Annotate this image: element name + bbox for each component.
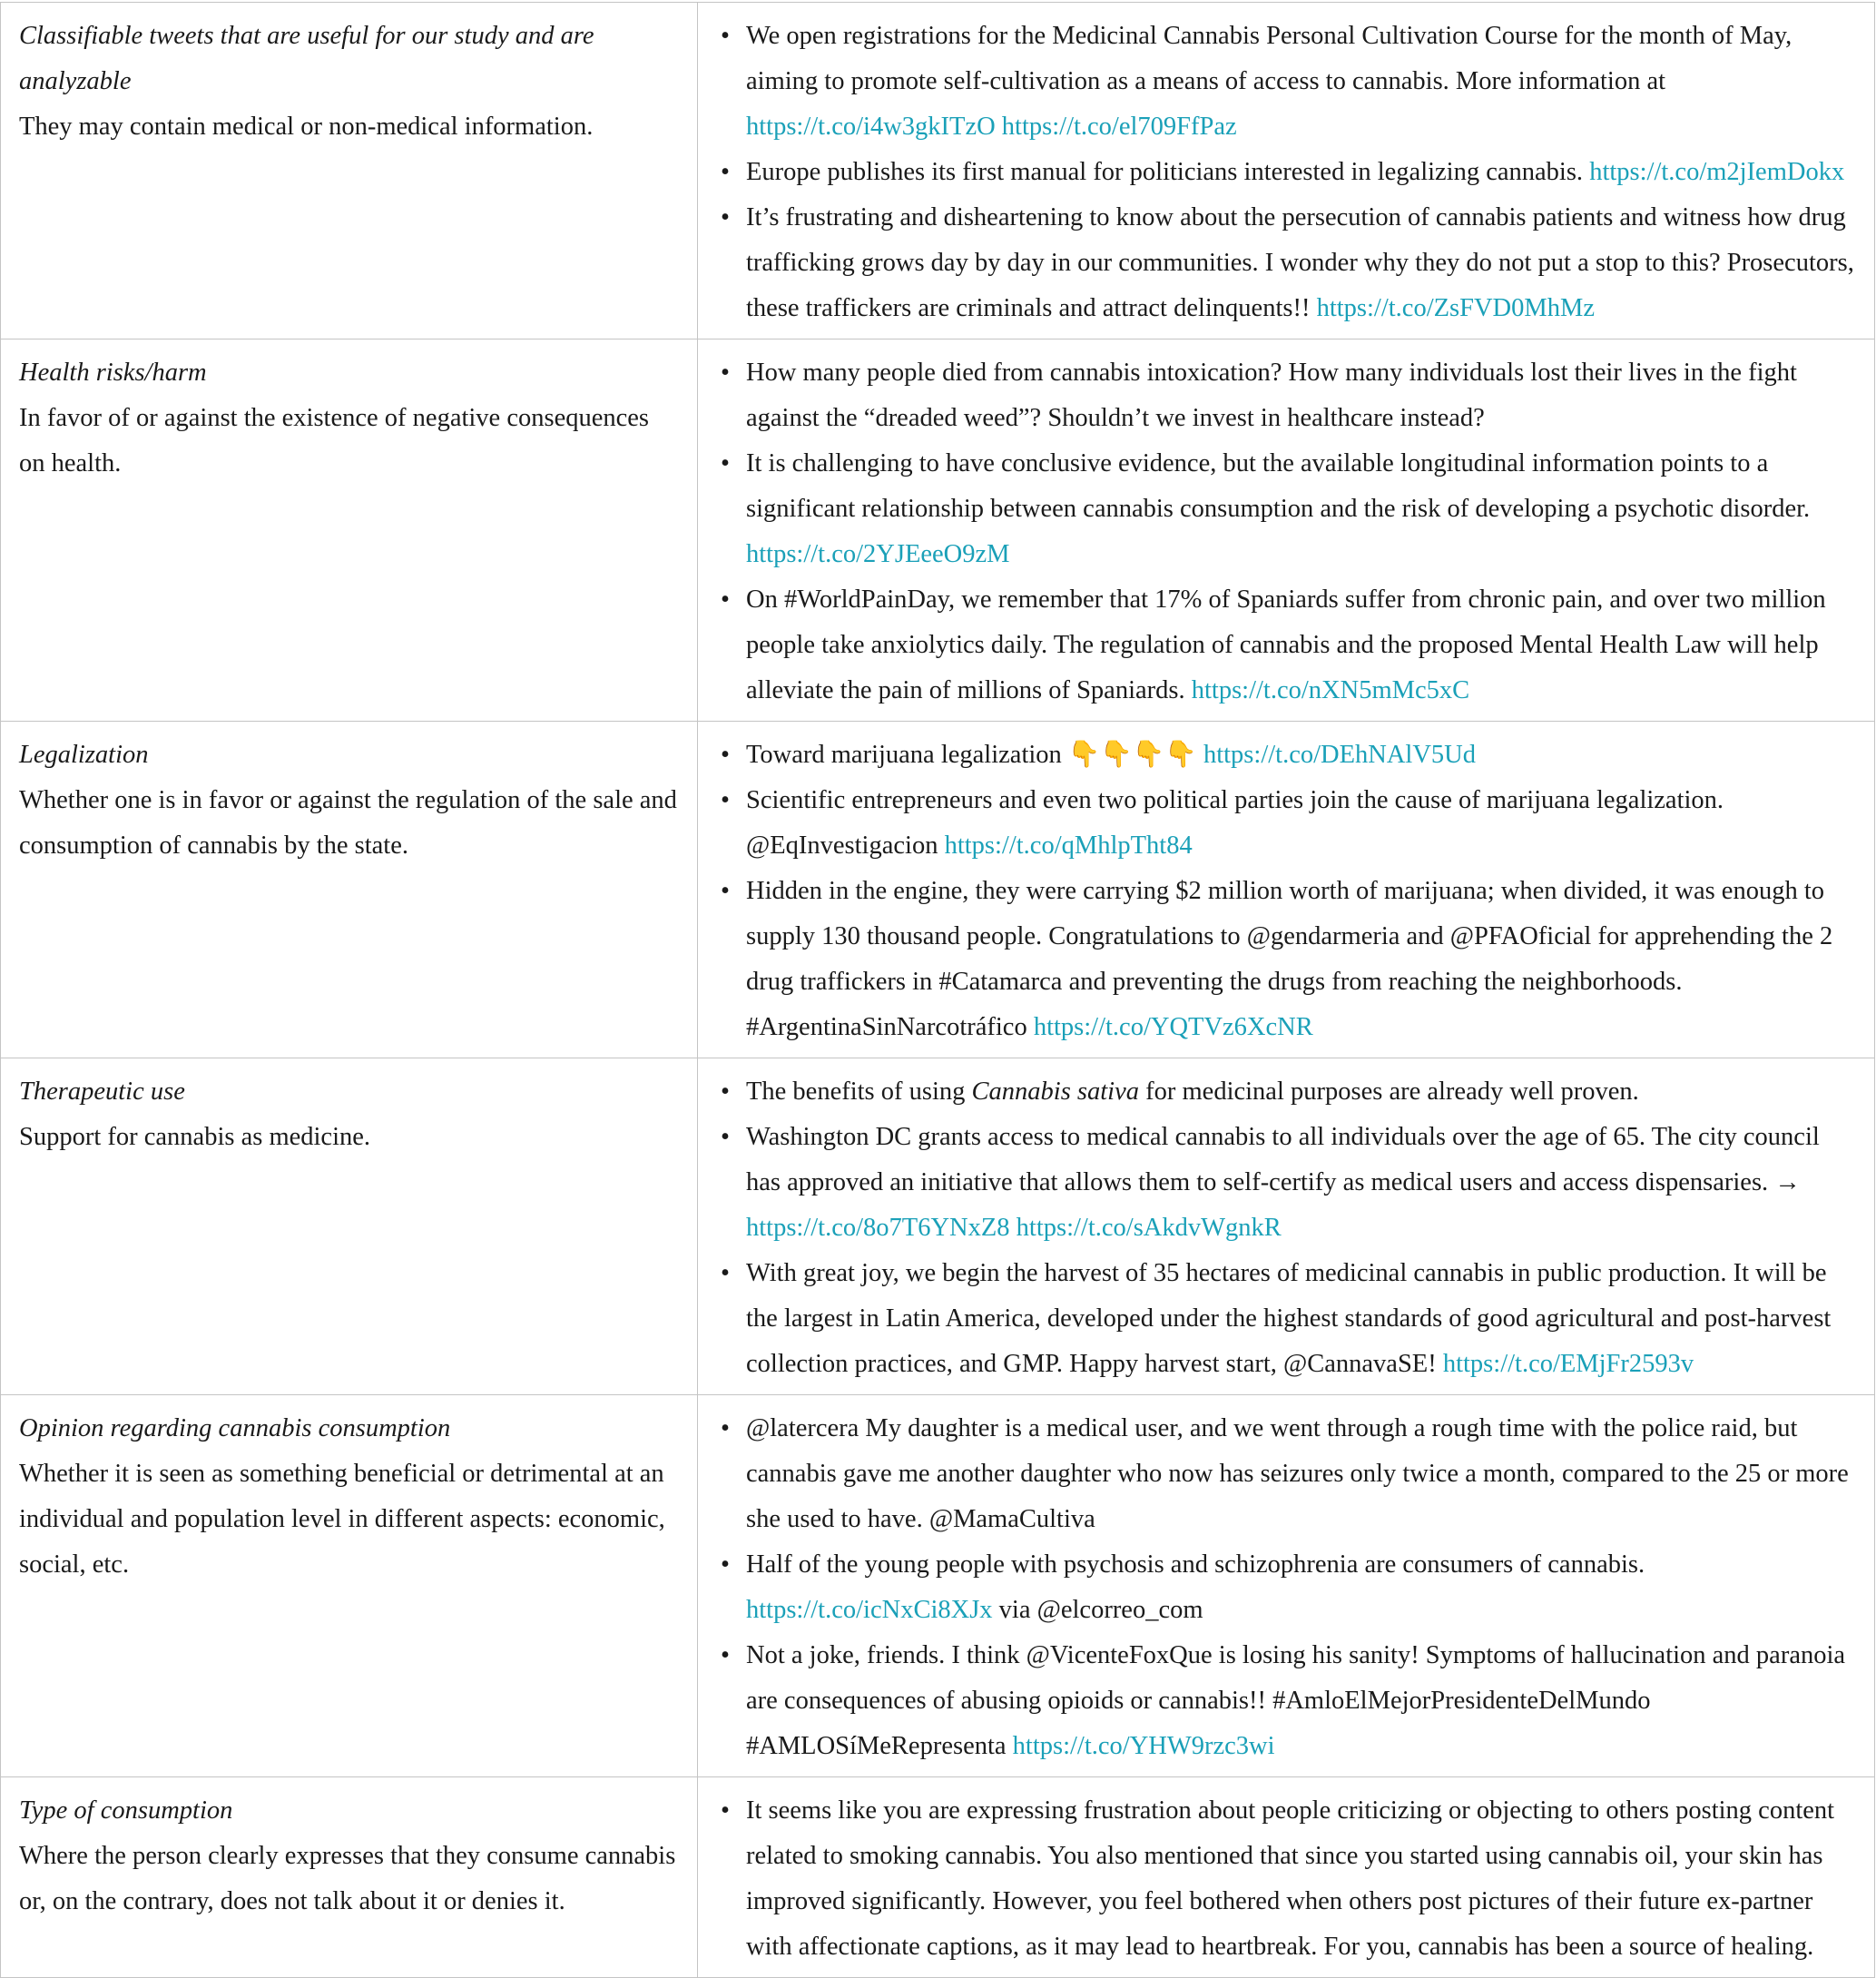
tweet-link[interactable]: https://t.co/YHW9rzc3wi <box>1012 1732 1275 1760</box>
example-tweet <box>746 441 1856 577</box>
examples-cell <box>698 1777 1875 1978</box>
table-row <box>1 1058 1875 1395</box>
table-row <box>1 340 1875 722</box>
category-description: Support for cannabis as medicine. <box>19 1123 371 1151</box>
tweet-text: On #WorldPainDay, we remember that 17% of Spaniards suffer from chronic pain, and over two million people take anxiolytics daily. The regulation of cannabis and the proposed Mental Health Law will help alleviate the pain of millions of Spaniards. <box>746 586 1826 704</box>
example-tweet <box>746 150 1856 195</box>
category-cell <box>1 3 698 340</box>
example-tweet <box>746 1542 1856 1633</box>
tweet-link[interactable]: https://t.co/ZsFVD0MhMz <box>1316 294 1595 322</box>
tweet-text: Washington DC grants access to medical cannabis to all individuals over the age of 65. The city council has approved an initiative that allows them to self-certify as medical users and access dispensaries. → <box>746 1123 1820 1196</box>
example-tweet-list <box>716 733 1856 1050</box>
category-table <box>0 2 1875 1978</box>
tweet-text: We open registrations for the Medicinal Cannabis Personal Cultivation Course for the month of May, aiming to promote self-cultivation as a means of access to cannabis. More information at <box>746 22 1793 95</box>
tweet-text-after: for medicinal purposes are already well proven. <box>1139 1078 1639 1106</box>
tweet-text: It is challenging to have conclusive evidence, but the available longitudinal information points to a significant relationship between cannabis consumption and the risk of developing a psychotic disorder. <box>746 449 1811 523</box>
tweet-text: With great joy, we begin the harvest of 35 hectares of medicinal cannabis in public production. It will be the largest in Latin America, developed under the highest standards of good agricultural and post-harvest collection practices, and GMP. Happy harvest start, @CannavaSE! <box>746 1259 1832 1378</box>
tweet-link[interactable]: https://t.co/2YJEeeO9zM <box>746 540 1010 568</box>
tweet-text-after: via @elcorreo_com <box>992 1596 1203 1624</box>
category-title: Legalization <box>19 741 149 769</box>
example-tweet <box>746 350 1856 441</box>
example-tweet <box>746 14 1856 150</box>
tweet-link[interactable]: https://t.co/m2jIemDokx <box>1589 158 1845 186</box>
examples-cell <box>698 340 1875 722</box>
example-tweet <box>746 1069 1856 1115</box>
example-tweet <box>746 1633 1856 1769</box>
tweet-link[interactable]: https://t.co/icNxCi8XJx <box>746 1596 993 1624</box>
tweet-link[interactable]: https://t.co/YQTVz6XcNR <box>1033 1013 1313 1041</box>
tweet-text: It’s frustrating and disheartening to know about the persecution of cannabis patients and witness how drug trafficking grows day by day in our communities. I wonder why they do not put a stop to this? Prosecutors, these traffickers are criminals and attract delinquents!! <box>746 203 1854 322</box>
table-row <box>1 1395 1875 1777</box>
tweet-text: It seems like you are expressing frustration about people criticizing or objecting to others posting content related to smoking cannabis. You also mentioned that since you started using cannabis oil, your skin has improved significantly. However, you feel bothered when others post pictures of their future ex-partner with affectionate captions, as it may lead to heartbreak. For you, cannabis has been a source of healing. <box>746 1796 1835 1961</box>
tweet-link[interactable]: https://t.co/qMhlpTht84 <box>944 832 1193 860</box>
tweet-link[interactable]: https://t.co/nXN5mMc5xC <box>1191 676 1470 704</box>
category-title: Classifiable tweets that are useful for our study and are analyzable <box>19 22 594 95</box>
example-tweet-list <box>716 14 1856 331</box>
tweet-text: Hidden in the engine, they were carrying $2 million worth of marijuana; when divided, it was enough to supply 130 thousand people. Congratulations to @gendarmeria and @PFAOficial for apprehending the 2 drug traffickers in #Catamarca and preventing the drugs from reaching the neighborhoods. #ArgentinaSinNarcotráfico <box>746 877 1833 1041</box>
category-title: Type of consumption <box>19 1796 233 1825</box>
example-tweet <box>746 577 1856 713</box>
category-title: Health risks/harm <box>19 359 207 387</box>
table-row <box>1 3 1875 340</box>
tweet-italic-text: Cannabis sativa <box>971 1078 1140 1106</box>
examples-cell <box>698 1058 1875 1395</box>
tweet-text: The benefits of using <box>746 1078 972 1106</box>
tweet-text: Half of the young people with psychosis and schizophrenia are consumers of cannabis. <box>746 1550 1645 1579</box>
tweet-link[interactable]: https://t.co/EMjFr2593v <box>1442 1350 1694 1378</box>
table-row <box>1 1777 1875 1978</box>
category-cell <box>1 340 698 722</box>
tweet-text: How many people died from cannabis intoxication? How many individuals lost their lives in the fight against the “dreaded weed”? Shouldn’t we invest in healthcare instead? <box>746 359 1797 432</box>
example-tweet <box>746 1406 1856 1542</box>
tweet-link[interactable]: https://t.co/i4w3gkITzO https://t.co/el709FfPaz <box>746 113 1237 141</box>
example-tweet <box>746 778 1856 869</box>
example-tweet <box>746 195 1856 331</box>
category-cell <box>1 1058 698 1395</box>
example-tweet-list <box>716 1788 1856 1970</box>
category-title: Opinion regarding cannabis consumption <box>19 1414 451 1442</box>
category-description: Where the person clearly expresses that they consume cannabis or, on the contrary, does not talk about it or denies it. <box>19 1842 676 1915</box>
example-tweet <box>746 1788 1856 1970</box>
category-title: Therapeutic use <box>19 1078 185 1106</box>
category-cell <box>1 1395 698 1777</box>
tweet-text: Scientific entrepreneurs and even two political parties join the cause of marijuana legalization. @EqInvestigacion <box>746 786 1724 860</box>
category-description: They may contain medical or non-medical information. <box>19 113 594 141</box>
category-cell <box>1 722 698 1058</box>
category-description: Whether one is in favor or against the regulation of the sale and consumption of cannabis by the state. <box>19 786 677 860</box>
example-tweet-list <box>716 1406 1856 1769</box>
examples-cell <box>698 722 1875 1058</box>
example-tweet-list <box>716 1069 1856 1387</box>
tweet-link[interactable]: https://t.co/DEhNAlV5Ud <box>1203 741 1476 769</box>
category-description: In favor of or against the existence of negative consequences on health. <box>19 404 650 477</box>
tweet-text: @latercera My daughter is a medical user, and we went through a rough time with the police raid, but cannabis gave me another daughter who now has seizures only twice a month, compared to the 25 or more she used to have. @MamaCultiva <box>746 1414 1849 1533</box>
example-tweet <box>746 1251 1856 1387</box>
category-cell <box>1 1777 698 1978</box>
examples-cell <box>698 1395 1875 1777</box>
examples-cell <box>698 3 1875 340</box>
category-description: Whether it is seen as something beneficial or detrimental at an individual and population level in different aspects: economic, social, etc. <box>19 1460 665 1579</box>
tweet-text: Not a joke, friends. I think @VicenteFoxQue is losing his sanity! Symptoms of hallucination and paranoia are consequences of abusing opioids or cannabis!! #AmloElMejorPresidenteDelMundo #AMLOSíMeRepresenta <box>746 1641 1846 1760</box>
example-tweet <box>746 1115 1856 1251</box>
tweet-text: Europe publishes its first manual for politicians interested in legalizing cannabis. <box>746 158 1590 186</box>
tweet-text: Toward marijuana legalization 👇👇👇👇 <box>746 741 1203 769</box>
table-row <box>1 722 1875 1058</box>
example-tweet <box>746 733 1856 778</box>
table-body <box>1 3 1875 1978</box>
tweet-link[interactable]: https://t.co/8o7T6YNxZ8 https://t.co/sAkdvWgnkR <box>746 1214 1282 1242</box>
example-tweet <box>746 869 1856 1050</box>
example-tweet-list <box>716 350 1856 713</box>
